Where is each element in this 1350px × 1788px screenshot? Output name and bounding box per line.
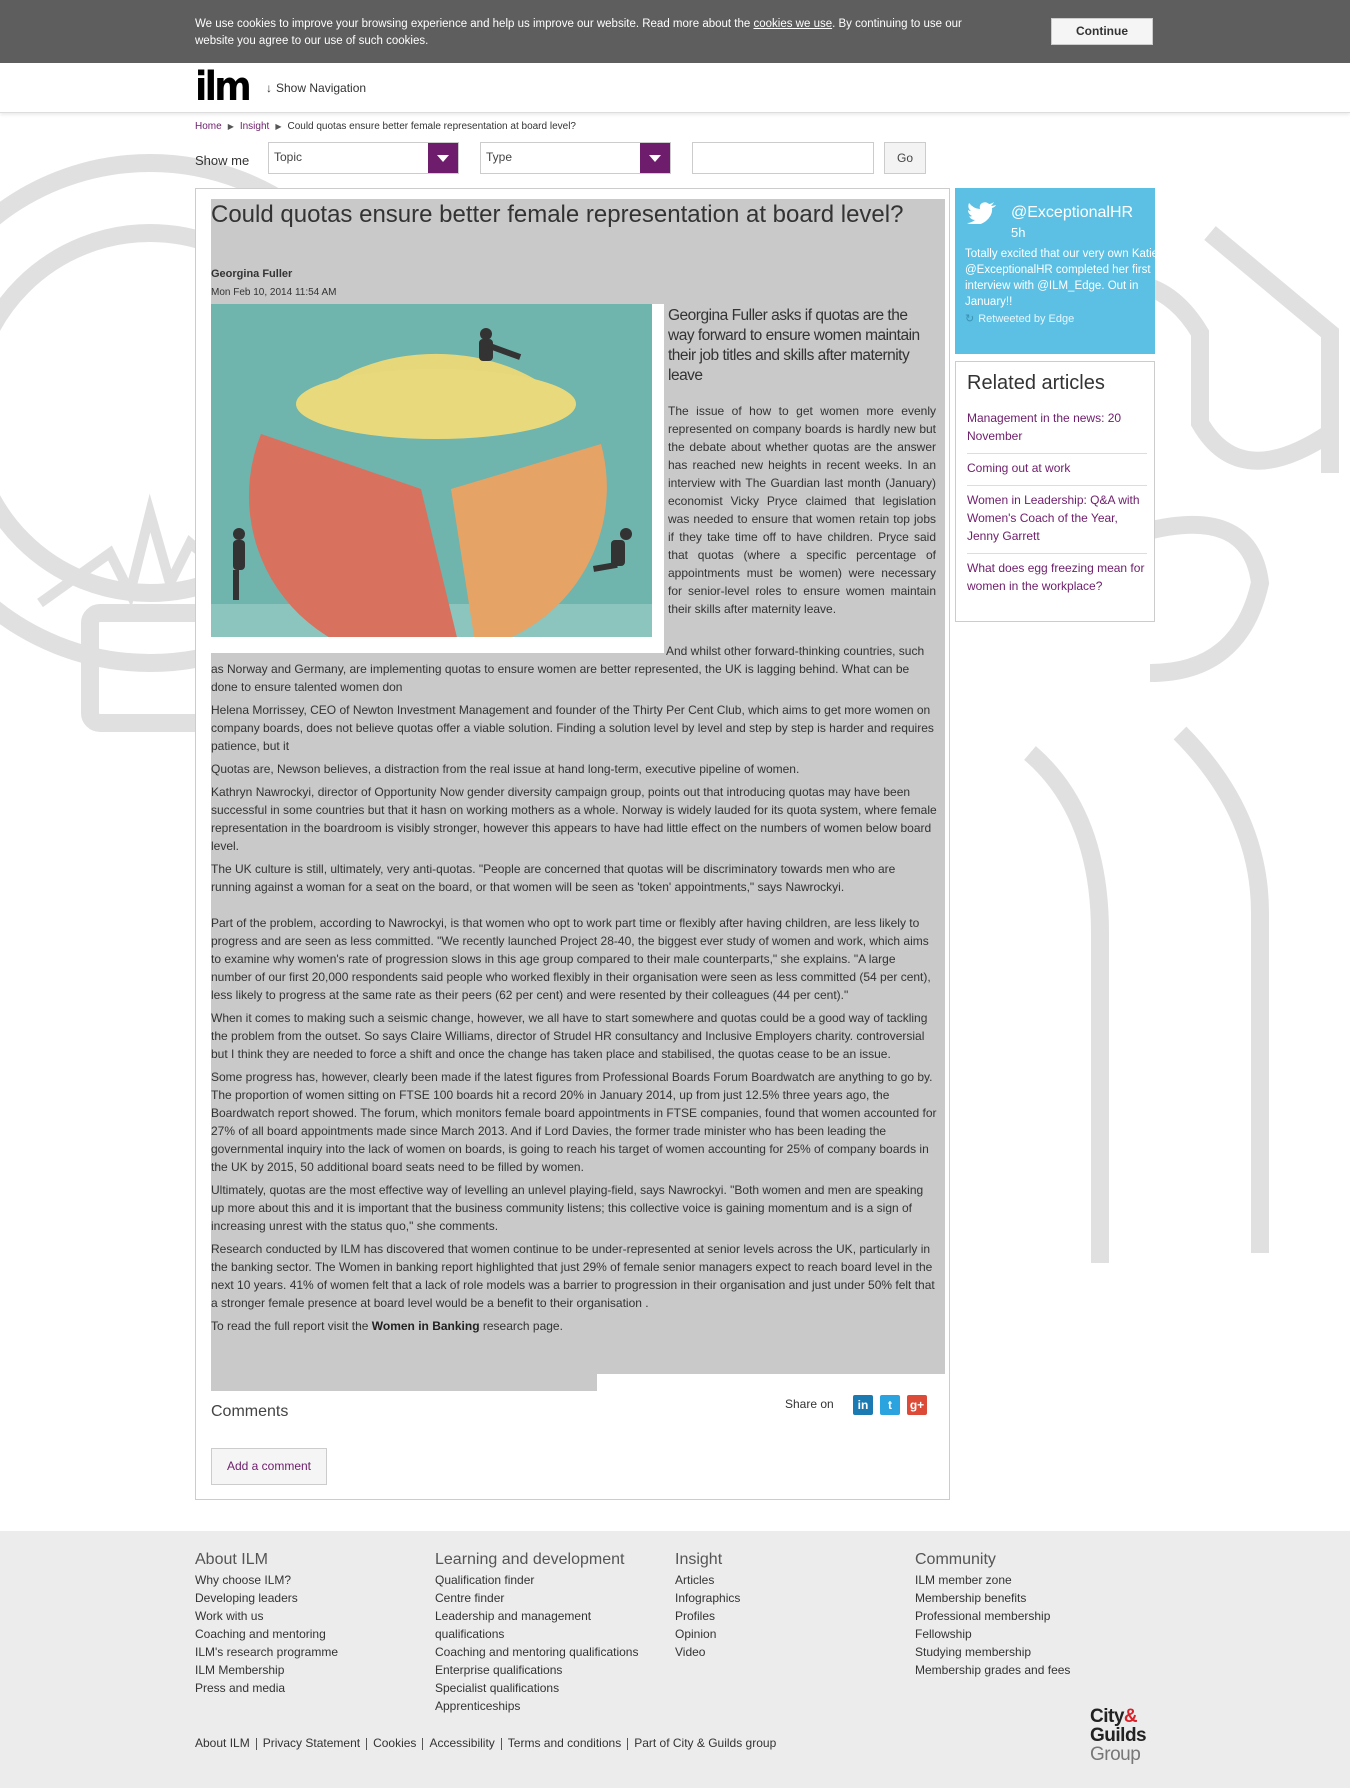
article-card xyxy=(195,188,950,1500)
dropdown-arrow-icon xyxy=(428,143,458,173)
type-select[interactable]: Type xyxy=(480,142,671,174)
footer-link[interactable]: Membership benefits xyxy=(915,1591,1027,1605)
article-standfirst: Georgina Fuller asks if quotas are the way forward to ensure women maintain their job titles and skills after maternity leave xyxy=(668,307,920,384)
footer-column-insight xyxy=(675,1551,905,1661)
article-paragraph: Ultimately, quotas are the most effective way of levelling an unlevel playing-field, says Nawrockyi. "Both women and men are speaking up more about this and it is important that the business community listens; this collective voice is gaining momentum and is a sign of increasing unrest with the status quo," she comments. xyxy=(211,1183,924,1233)
breadcrumb-current: Could quotas ensure better female representation at board level? xyxy=(287,121,576,132)
article-paragraph: Helena Morrissey, CEO of Newton Investment Management and founder of the Thirty Per Cent Club, which aims to get more women on company boards, does not believe quotas offer a viable solution. Finding a solution level by level and step by step is harder and requires patience, but it xyxy=(211,703,934,753)
cookie-banner xyxy=(0,0,1350,63)
footer-link[interactable]: Membership grades and fees xyxy=(915,1663,1071,1677)
related-articles-heading: Related articles xyxy=(967,372,1105,394)
related-item xyxy=(967,404,1147,454)
article-paragraph: Some progress has, however, clearly been made if the latest figures from Professional Boards Forum Boardwatch are anything to go by. The proportion of women sitting on FTSE 100 boards hit a record 20% in January 2014, up from just 12.5% three years ago, the Boardwatch report showed. The forum, which monitors female board appointments in FTSE companies, found that women accounted for 27% of all board appointments made since March 2013. And if Lord Davies, the former trade minister who has been leading the governmental inquiry into the lack of women on boards, is going to reach his target of women accounting for 25% of company boards in the UK by 2015, 50 additional board seats need to be filled by women. xyxy=(211,1070,937,1174)
footer-bottom-link[interactable]: Accessibility xyxy=(429,1736,495,1750)
footer-bottom-link[interactable]: Privacy Statement xyxy=(262,1736,361,1750)
share-bar xyxy=(785,1392,935,1416)
article-title: Could quotas ensure better female representation at board level? xyxy=(211,201,904,228)
related-link[interactable]: Management in the news: 20 November xyxy=(967,411,1122,443)
footer-link[interactable]: Specialist qualifications xyxy=(435,1681,560,1695)
cookie-continue-button[interactable]: Continue xyxy=(1051,18,1153,45)
footer-column-title: About ILM xyxy=(195,1551,268,1568)
footer-link[interactable]: Coaching and mentoring xyxy=(195,1627,326,1641)
tweet-text: Totally excited that our very own Katie @ExceptionalHR completed her first interview with @ILM_Edge. Out in January!! xyxy=(965,248,1159,308)
footer-link[interactable]: Fellowship xyxy=(915,1627,972,1641)
footer-link[interactable]: Apprenticeships xyxy=(435,1699,521,1713)
city-and-guilds-logo[interactable]: City& Guilds Group xyxy=(1090,1706,1147,1765)
dropdown-arrow-icon xyxy=(640,143,670,173)
footer-bottom-link[interactable]: Terms and conditions xyxy=(507,1736,622,1750)
footer-link[interactable]: Infographics xyxy=(675,1591,741,1605)
cookies-link[interactable]: cookies we use xyxy=(753,18,833,30)
footer-link[interactable]: ILM's research programme xyxy=(195,1645,339,1659)
footer-link[interactable]: Work with us xyxy=(195,1609,264,1623)
footer-bottom-link[interactable]: About ILM xyxy=(195,1736,250,1750)
article-paragraph: Part of the problem, according to Nawrockyi, is that women who opt to work part time or flexibly after having children, are less likely to progress and are seen as less committed. "We recently launched Project 28-40, the biggest ever study of women and work, which aims to examine why women's rate of progression slows in this age group compared to their male counterparts," she explains. "A large number of our first 20,000 respondents said people who worked flexibly in their organisation were seen as less committed (54 per cent), less likely to progress at the same rate as their peers (62 per cent) and were resented by their colleagues (44 per cent)." xyxy=(211,916,931,1002)
footer-bottom-link[interactable]: Part of City & Guilds group xyxy=(634,1736,777,1750)
related-link[interactable]: What does egg freezing mean for women in the workplace? xyxy=(967,561,1145,593)
article-paragraph: Research conducted by ILM has discovered that women continue to be under-represented at senior levels across the UK, particularly in the banking sector. The Women in banking report highlighted that just 29% of female senior managers expect to reach board level in the next 10 years. 41% of women felt that a lack of role models was a barrier to progression in their organisation and just under 50% felt that a stronger female presence at board level would be a benefit to their organisation . xyxy=(211,1242,935,1310)
article-paragraph: Quotas are, Newson believes, a distraction from the real issue at hand long-term, executive pipeline of women. xyxy=(211,762,800,776)
arrow-down-icon: ↓ xyxy=(266,81,272,95)
footer-link[interactable]: Qualification finder xyxy=(435,1573,535,1587)
related-link[interactable]: Women in Leadership: Q&A with Women's Coach of the Year, Jenny Garrett xyxy=(967,493,1140,543)
footer-bottom-links xyxy=(195,1736,776,1750)
ilm-logo[interactable]: ilm xyxy=(195,64,250,110)
twitter-bird-icon xyxy=(967,202,997,224)
chevron-right-icon: ▶ xyxy=(275,122,282,131)
retweet-icon: ↻ xyxy=(965,313,975,325)
related-item xyxy=(967,554,1147,603)
article-image-frame xyxy=(211,304,664,653)
text-selection-highlight-tail xyxy=(211,1374,597,1391)
footer-link[interactable]: Coaching and mentoring qualifications xyxy=(435,1645,639,1659)
linkedin-icon[interactable]: in xyxy=(853,1395,873,1415)
tweet-time: 5h xyxy=(1011,225,1026,240)
article-body xyxy=(211,642,938,1340)
retweet-info: ↻ Retweeted by Edge xyxy=(965,313,1075,325)
show-navigation-toggle[interactable]: ↓ Show Navigation xyxy=(266,81,367,95)
footer-link[interactable]: ILM Membership xyxy=(195,1663,285,1677)
site-header xyxy=(0,63,1350,113)
breadcrumb-insight[interactable]: Insight xyxy=(239,121,270,132)
breadcrumb-home[interactable]: Home xyxy=(195,121,222,132)
footer-link[interactable]: Press and media xyxy=(195,1681,286,1695)
footer-column-title: Insight xyxy=(675,1551,723,1568)
footer-column-community xyxy=(915,1551,1145,1679)
related-articles-list xyxy=(967,404,1147,603)
tweet-handle[interactable]: @ExceptionalHR xyxy=(1011,204,1134,221)
footer-link[interactable]: Why choose ILM? xyxy=(195,1573,292,1587)
breadcrumb xyxy=(195,121,576,132)
footer-link[interactable]: ILM member zone xyxy=(915,1573,1012,1587)
footer-column-title: Learning and development xyxy=(435,1551,625,1568)
pie-chart-illustration xyxy=(211,304,652,637)
share-label: Share on xyxy=(785,1397,834,1411)
topic-select[interactable]: Topic xyxy=(268,142,459,174)
article-closing: To read the full report visit the Women in Banking research page. xyxy=(211,1319,563,1333)
article-paragraph: Kathryn Nawrockyi, director of Opportunity Now gender diversity campaign group, points out that introducing quotas may have been successful in some countries but that it hasn on working mothers as a whole. Norway is widely lauded for its quota system, where female representation in the boardroom is visibly stronger, however this appears to have had little effect on the numbers of women below board level. xyxy=(211,785,937,853)
search-input[interactable] xyxy=(692,142,874,174)
related-link[interactable]: Coming out at work xyxy=(967,461,1071,475)
article-paragraph: When it comes to making such a seismic change, however, we all have to start somewhere and quotas could be a good way of tackling the problem from the outset. So says Claire Williams, director of Strudel HR consultancy and Inclusive Employers charity. controversial but I think they are needed to force a shift and once the change has taken place and stabilised, the quotas cease to be an issue. xyxy=(211,1011,928,1061)
women-in-banking-link[interactable]: Women in Banking xyxy=(371,1319,480,1333)
footer-link[interactable]: Enterprise qualifications xyxy=(435,1663,563,1677)
cookie-message: We use cookies to improve your browsing experience and help us improve our website. Read more about the cookies we use. By continuing to use our website you agree to our use of such cookies. xyxy=(195,18,962,47)
footer-column-learning xyxy=(435,1551,665,1715)
footer-link[interactable]: Opinion xyxy=(675,1627,717,1641)
go-button[interactable]: Go xyxy=(884,142,926,174)
add-comment-button[interactable]: Add a comment xyxy=(211,1448,327,1485)
footer-column-title: Community xyxy=(915,1551,996,1568)
footer-link[interactable]: Developing leaders xyxy=(195,1591,298,1605)
twitter-icon[interactable]: t xyxy=(880,1395,900,1415)
related-articles-panel xyxy=(955,361,1155,622)
comments-heading: Comments xyxy=(211,1403,289,1420)
footer-link[interactable]: Profiles xyxy=(675,1609,716,1623)
site-footer xyxy=(0,1531,1350,1788)
show-me-label: Show me xyxy=(195,153,250,168)
footer-link[interactable]: Professional membership xyxy=(915,1609,1051,1623)
twitter-widget xyxy=(955,188,1159,354)
content-filter xyxy=(195,142,935,174)
article-date: Mon Feb 10, 2014 11:54 AM xyxy=(211,287,337,298)
footer-link[interactable]: Studying membership xyxy=(915,1645,1032,1659)
chevron-right-icon: ▶ xyxy=(227,122,234,131)
footer-link[interactable]: Centre finder xyxy=(435,1591,505,1605)
footer-bottom-link[interactable]: Cookies xyxy=(373,1736,417,1750)
footer-link[interactable]: Leadership and management qualifications xyxy=(435,1609,592,1641)
article-intro: The issue of how to get women more evenly represented on company boards is hardly new but the debate about whether quotas are the answer has reached new heights in recent weeks. In an interview with The Guardian last month (January) economist Vicky Pryce claimed that legislation was needed to ensure that women retain top jobs if they take time off to have children. Pryce said that quotas (where a specific percentage of appointments must be women) were necessary for senior-level roles to ensure women maintain their skills after maternity leave. xyxy=(668,404,936,616)
footer-column-about xyxy=(195,1551,425,1697)
article-paragraph: And whilst other forward-thinking countries, such as Norway and Germany, are implementing quotas to ensure women are better represented, the UK is lagging behind. What can be done to ensure talented women don xyxy=(211,644,925,694)
related-item xyxy=(967,486,1147,554)
googleplus-icon[interactable]: g+ xyxy=(907,1395,927,1415)
footer-link[interactable]: Articles xyxy=(675,1573,715,1587)
article-author: Georgina Fuller xyxy=(211,268,293,280)
footer-link[interactable]: Video xyxy=(675,1645,706,1659)
article-paragraph: The UK culture is still, ultimately, very anti-quotas. "People are concerned that quotas will be discriminatory towards men who are running against a woman for a seat on the board, or that women will be seen as 'token' appointments," says Nawrockyi. xyxy=(211,862,896,894)
related-item xyxy=(967,454,1147,486)
